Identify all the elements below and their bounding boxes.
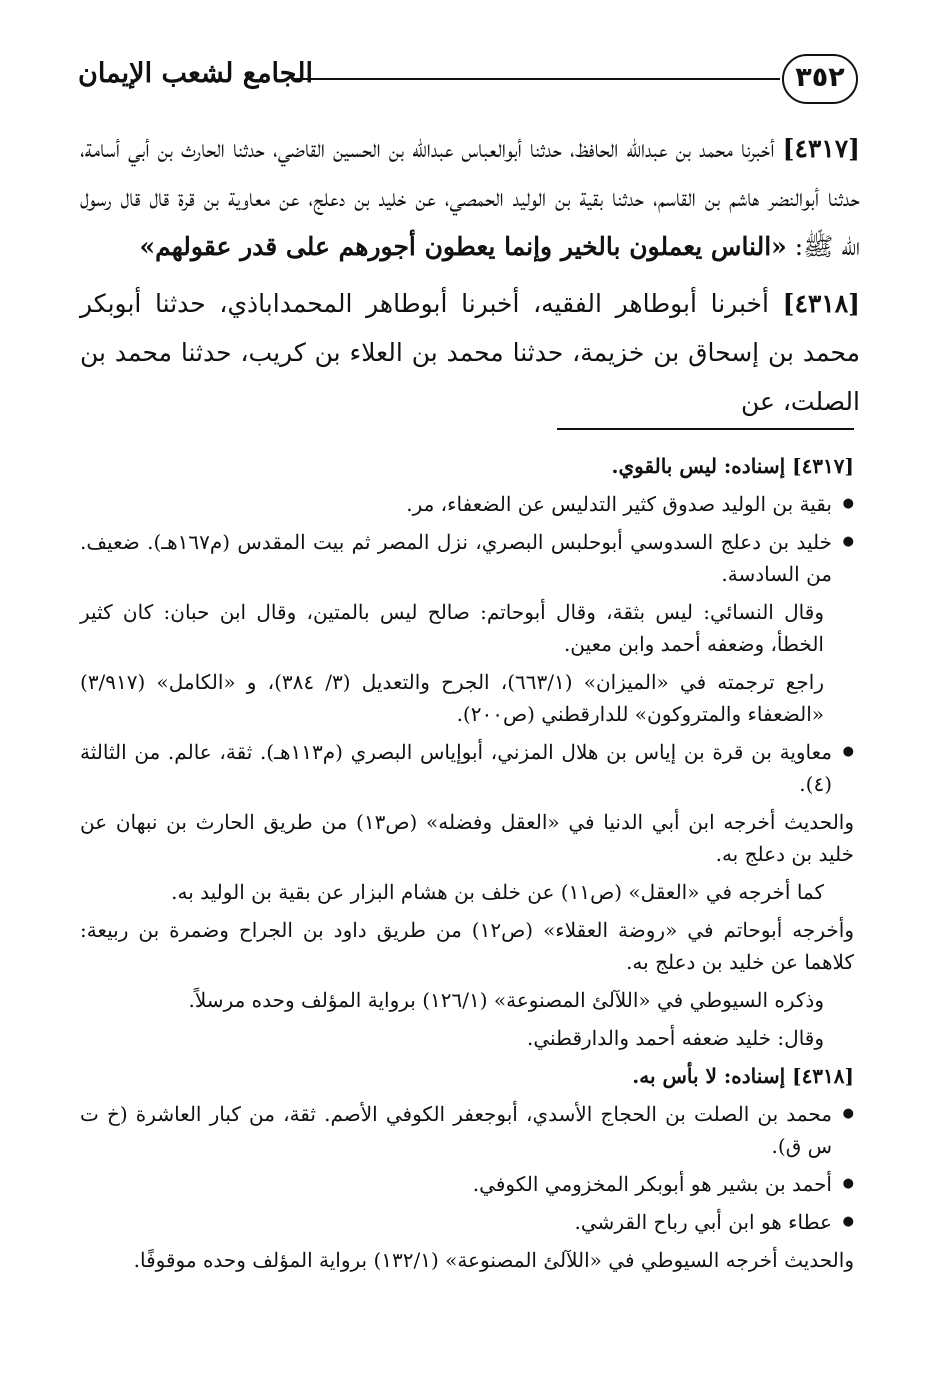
main-text — [80, 124, 860, 434]
narrator-note: ● خليد بن دعلج السدوسي أبوحلبس البصري، نزل المصر ثم بيت المقدس (م١٦٧هـ). ضعيف. من السادسة. — [80, 526, 854, 590]
hadith-number: [٤٣١٨] — [782, 289, 860, 318]
hadith-4318 — [80, 279, 860, 426]
footnote-paragraph: وأخرجه أبوحاتم في «روضة العقلاء» (ص١٢) من طريق داود بن الجراح وضمرة بن ربيعة: كلاهما عن خليد بن دعلج به. — [80, 918, 854, 974]
footnote-paragraph: والحديث أخرجه السيوطي في «اللآلئ المصنوعة» (١٣٢/١) برواية المؤلف وحده موقوفًا. — [133, 1248, 854, 1272]
footnote-divider — [557, 428, 854, 430]
footnotes — [80, 450, 854, 1282]
footnote-paragraph: وقال: خليد ضعفه أحمد والدارقطني. — [526, 1026, 824, 1050]
narrator-note: ● بقية بن الوليد صدوق كثير التدليس عن الضعفاء، مر. — [80, 488, 854, 520]
header-rule — [293, 78, 780, 80]
footnote-paragraph: راجع ترجمته في «الميزان» (٦٦٣/١)، الجرح والتعديل (٣/ ٣٨٤)، و «الكامل» (٣/٩١٧) «الضعفاء والمتروكون» للدارقطني (ص٢٠٠). — [80, 670, 824, 726]
hadith-quote: «الناس يعملون بالخير وإنما يعطون أجورهم على قدر عقولهم» — [139, 232, 787, 261]
hadith-number: [٤٣١٧] — [782, 134, 860, 163]
narrator-note: ● معاوية بن قرة بن إياس بن هلال المزني، أبوإياس البصري (م١١٣هـ). ثقة، عالم. من الثالثة (٤). — [80, 736, 854, 800]
footnote-paragraph: والحديث أخرجه ابن أبي الدنيا في «العقل وفضله» (ص١٣) من طريق الحارث بن نبهان عن خليد بن دعلج به. — [80, 810, 854, 866]
page-number: ٣٥٢ — [782, 54, 858, 104]
narrator-note: ● عطاء هو ابن أبي رباح القرشي. — [80, 1206, 854, 1238]
hadith-4317 — [80, 124, 860, 271]
footnote-paragraph: وقال النسائي: ليس بثقة، وقال أبوحاتم: صالح ليس بالمتين، وقال ابن حبان: كان كثير الخطأ، وضعفه أحمد وابن معين. — [80, 600, 824, 656]
narrator-note: ● أحمد بن بشير هو أبوبكر المخزومي الكوفي. — [80, 1168, 854, 1200]
footnote-4317-head: [٤٣١٧] إسناده: ليس بالقوي. — [611, 454, 854, 478]
hadith-text: أخبرنا أبوطاهر الفقيه، أخبرنا أبوطاهر المحمداباذي، حدثنا أبوبكر محمد بن إسحاق بن خزيمة، حدثنا محمد بن العلاء بن كريب، حدثنا محمد بن الصلت، عن — [80, 289, 860, 416]
footnote-paragraph: وذكره السيوطي في «اللآلئ المصنوعة» (١٢٦/١) برواية المؤلف وحده مرسلاً. — [188, 988, 824, 1012]
footnote-paragraph: كما أخرجه في «العقل» (ص١١) عن خلف بن هشام البزار عن بقية بن الوليد به. — [171, 880, 824, 904]
page-header — [78, 48, 858, 108]
footnote-4318-head: [٤٣١٨] إسناده: لا بأس به. — [632, 1064, 854, 1088]
hadith-text: أخبرنا محمد بن عبدالله الحافظ، حدثنا أبوالعباس عبدالله بن الحسين القاضي، حدثنا الحارث بن أبي أسامة، حدثنا أبوالنضر هاشم بن القاسم، حدثنا بقية بن الوليد الحمصي، عن خليد بن دعلج، عن معاوية بن قرة قال قال رسول الله ﷺ: — [80, 134, 860, 261]
book-title: الجامع لشعب الإيمان — [78, 58, 313, 89]
narrator-note: ● محمد بن الصلت بن الحجاج الأسدي، أبوجعفر الكوفي الأصم. ثقة، من كبار العاشرة (خ ت س ق). — [80, 1098, 854, 1162]
